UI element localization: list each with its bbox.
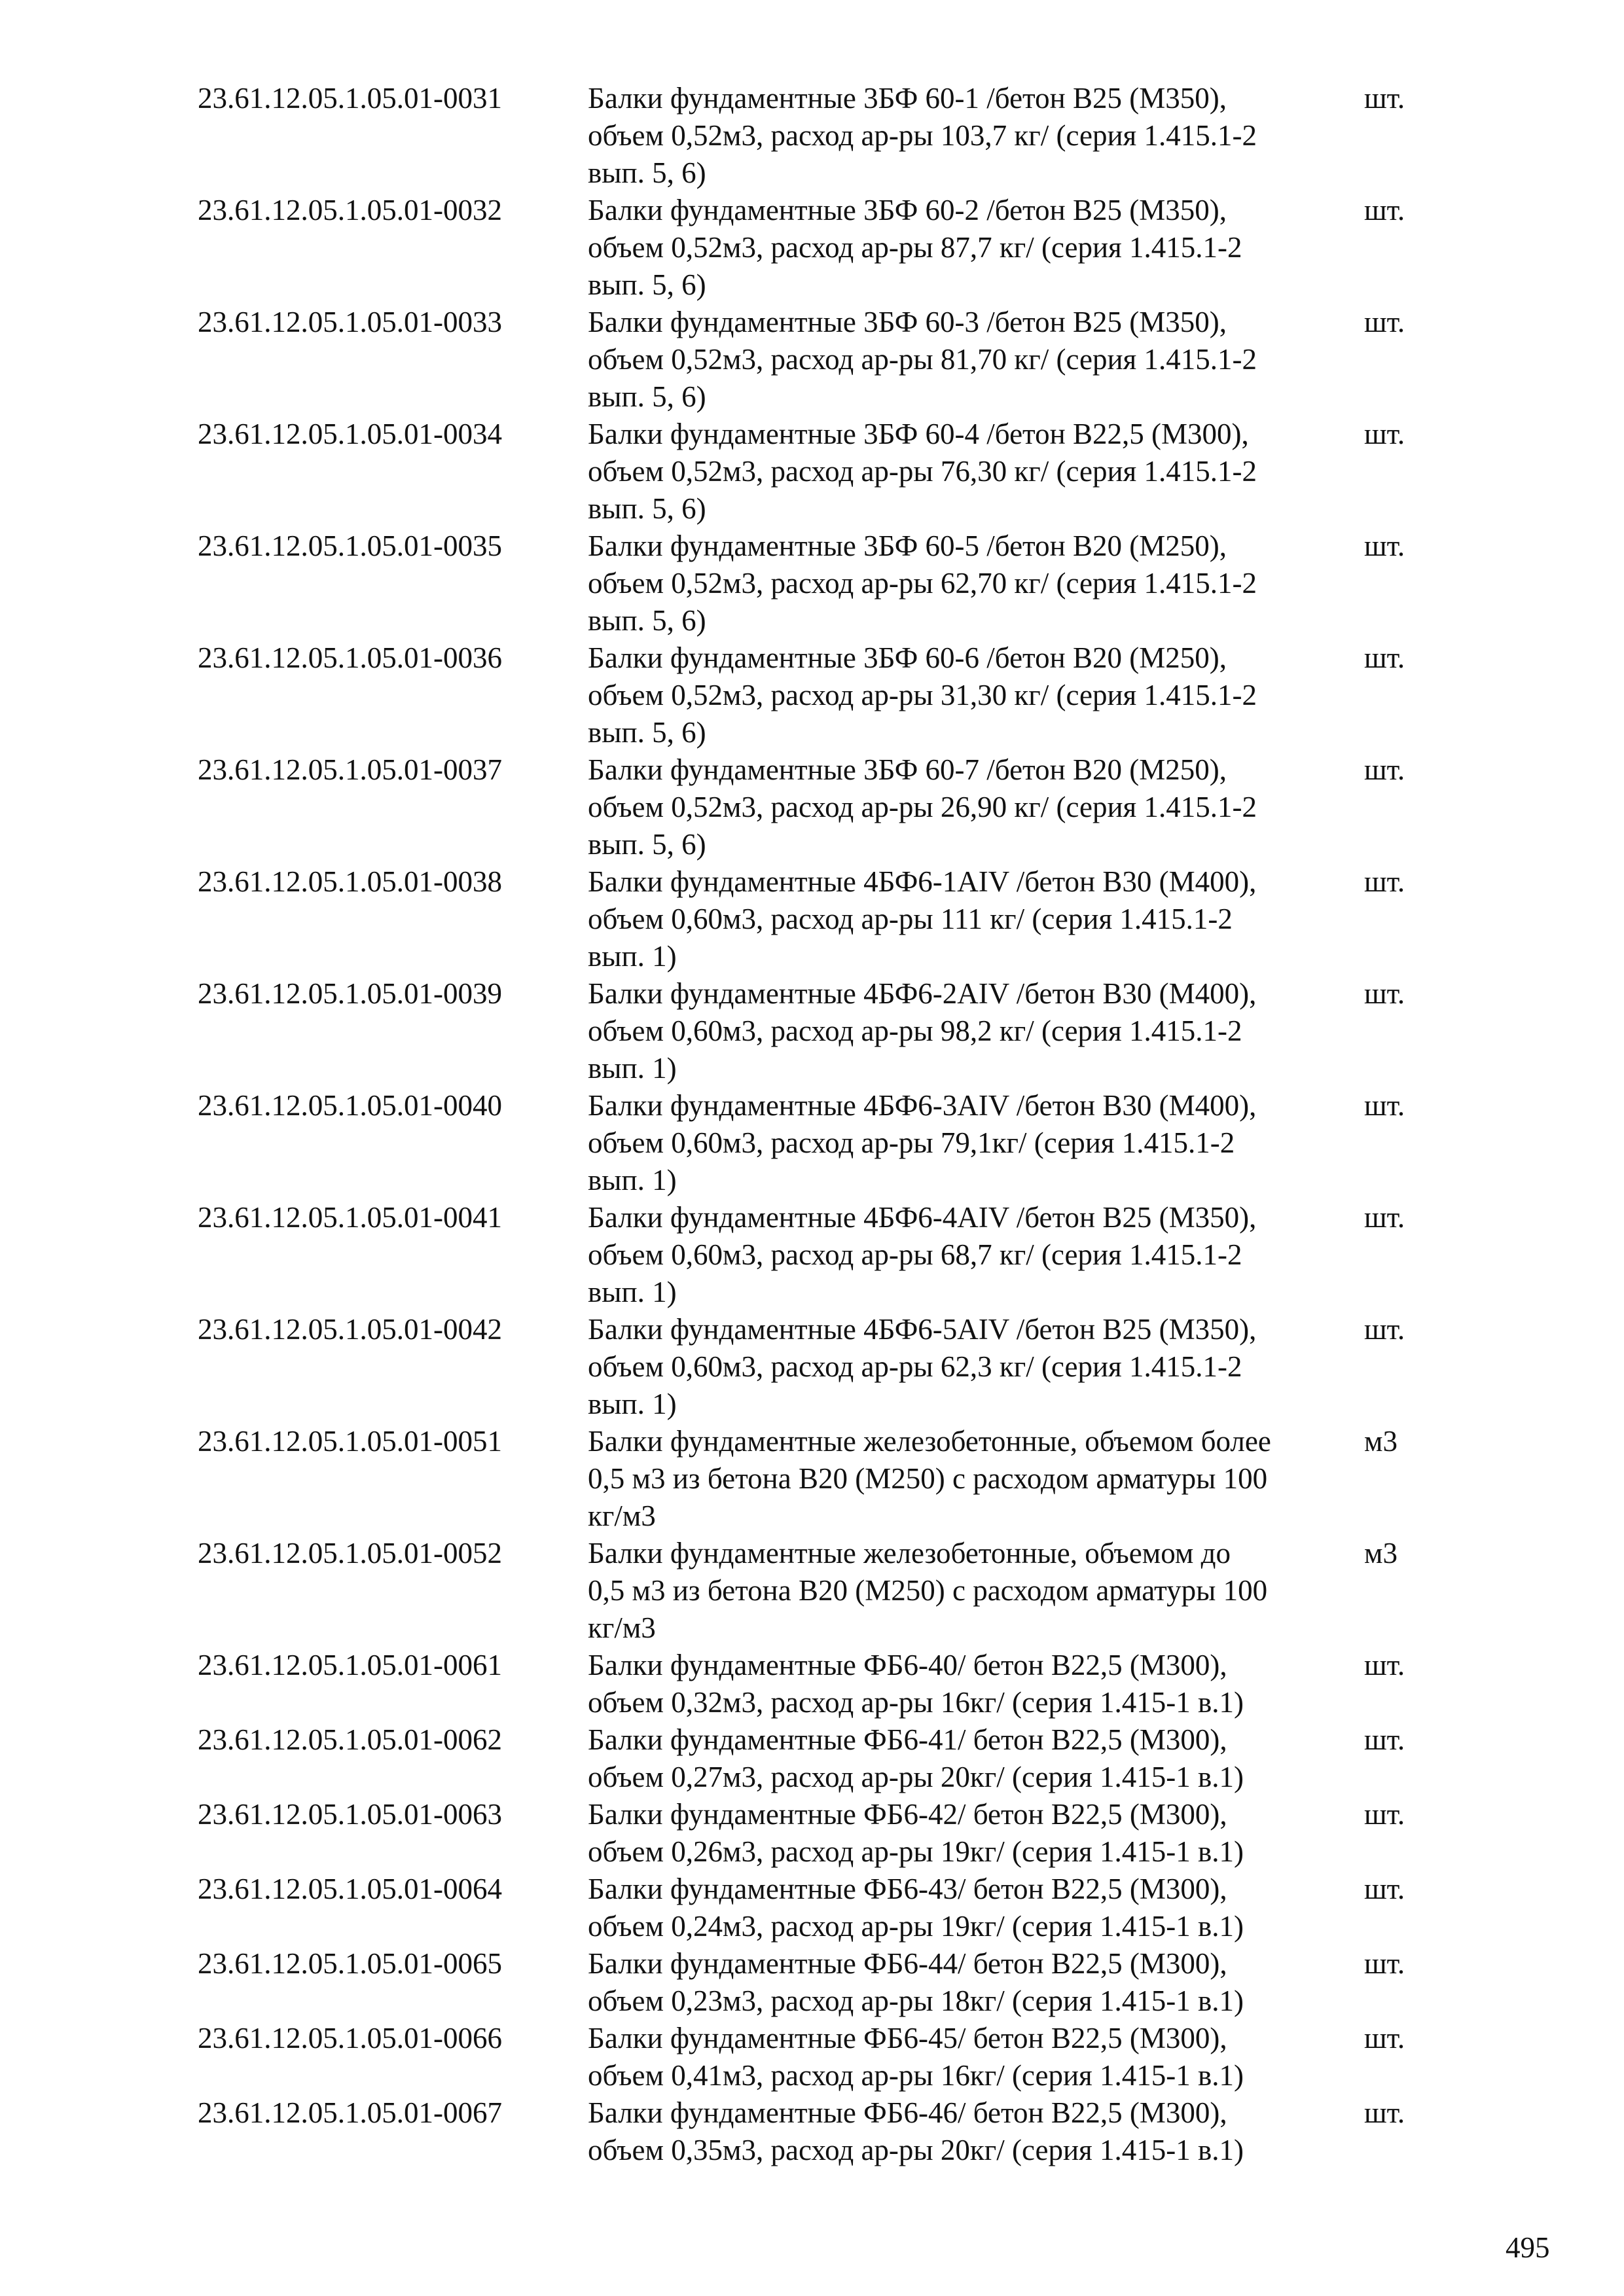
list-item: [198, 2020, 1441, 2094]
item-unit: шт.: [1364, 1723, 1405, 1756]
list-item: [198, 1721, 1441, 1796]
item-code: 23.61.12.05.1.05.01-0040: [198, 1089, 502, 1122]
item-code: 23.61.12.05.1.05.01-0035: [198, 529, 502, 562]
item-unit: шт.: [1364, 418, 1405, 450]
item-description: Балки фундаментные железобетонные, объемом до 0,5 м3 из бетона В20 (М250) с расходом арматуры 100 кг/м3: [588, 1537, 1268, 1644]
item-code: 23.61.12.05.1.05.01-0039: [198, 977, 502, 1010]
list-item: [198, 1423, 1441, 1535]
item-description: Балки фундаментные железобетонные, объемом более 0,5 м3 из бетона В20 (М250) с расходом арматуры 100 кг/м3: [588, 1425, 1271, 1532]
item-description: Балки фундаментные ФБ6-40/ бетон В22,5 (М300), объем 0,32м3, расход ар-ры 16кг/ (серия 1.415-1 в.1): [588, 1649, 1244, 1719]
catalog-list: [198, 80, 1441, 2169]
item-unit: шт.: [1364, 1313, 1405, 1346]
list-item: [198, 304, 1441, 416]
item-unit: м3: [1364, 1537, 1398, 1570]
item-code: 23.61.12.05.1.05.01-0034: [198, 418, 502, 450]
list-item: [198, 1945, 1441, 2020]
list-item: [198, 863, 1441, 975]
item-unit: шт.: [1364, 2096, 1405, 2129]
list-item: [198, 416, 1441, 528]
list-item: [198, 639, 1441, 751]
item-description: Балки фундаментные ФБ6-46/ бетон В22,5 (М300), объем 0,35м3, расход ар-ры 20кг/ (серия 1.415-1 в.1): [588, 2096, 1244, 2166]
item-code: 23.61.12.05.1.05.01-0051: [198, 1425, 502, 1458]
item-description: Балки фундаментные 3БФ 60-5 /бетон В20 (М250), объем 0,52м3, расход ар-ры 62,70 кг/ (серия 1.415.1-2 вып. 5, 6): [588, 529, 1257, 637]
item-code: 23.61.12.05.1.05.01-0038: [198, 865, 502, 898]
item-code: 23.61.12.05.1.05.01-0062: [198, 1723, 502, 1756]
item-code: 23.61.12.05.1.05.01-0041: [198, 1201, 502, 1234]
list-item: [198, 1535, 1441, 1647]
item-unit: шт.: [1364, 977, 1405, 1010]
list-item: [198, 1871, 1441, 1945]
page-number: 495: [1506, 2231, 1550, 2264]
list-item: [198, 1647, 1441, 1721]
item-description: Балки фундаментные 4БФ6-4AIV /бетон В25 (М350), объем 0,60м3, расход ар-ры 68,7 кг/ (серия 1.415.1-2 вып. 1): [588, 1201, 1257, 1308]
item-description: Балки фундаментные 3БФ 60-4 /бетон В22,5 (М300), объем 0,52м3, расход ар-ры 76,30 кг/ (серия 1.415.1-2 вып. 5, 6): [588, 418, 1257, 525]
item-description: Балки фундаментные 4БФ6-2AIV /бетон В30 (М400), объем 0,60м3, расход ар-ры 98,2 кг/ (серия 1.415.1-2 вып. 1): [588, 977, 1257, 1085]
item-code: 23.61.12.05.1.05.01-0065: [198, 1947, 502, 1980]
item-description: Балки фундаментные ФБ6-41/ бетон В22,5 (М300), объем 0,27м3, расход ар-ры 20кг/ (серия 1.415-1 в.1): [588, 1723, 1244, 1793]
item-unit: шт.: [1364, 82, 1405, 115]
item-code: 23.61.12.05.1.05.01-0037: [198, 753, 502, 786]
item-description: Балки фундаментные 3БФ 60-2 /бетон В25 (М350), объем 0,52м3, расход ар-ры 87,7 кг/ (серия 1.415.1-2 вып. 5, 6): [588, 194, 1242, 301]
list-item: [198, 1199, 1441, 1311]
item-unit: шт.: [1364, 753, 1405, 786]
list-item: [198, 1087, 1441, 1199]
list-item: [198, 975, 1441, 1087]
item-unit: шт.: [1364, 1201, 1405, 1234]
item-unit: м3: [1364, 1425, 1398, 1458]
list-item: [198, 2094, 1441, 2169]
item-code: 23.61.12.05.1.05.01-0064: [198, 1873, 502, 1905]
item-unit: шт.: [1364, 1947, 1405, 1980]
list-item: [198, 1311, 1441, 1423]
item-code: 23.61.12.05.1.05.01-0042: [198, 1313, 502, 1346]
item-description: Балки фундаментные 3БФ 60-7 /бетон В20 (М250), объем 0,52м3, расход ар-ры 26,90 кг/ (серия 1.415.1-2 вып. 5, 6): [588, 753, 1257, 861]
item-description: Балки фундаментные 4БФ6-3AIV /бетон В30 (М400), объем 0,60м3, расход ар-ры 79,1кг/ (серия 1.415.1-2 вып. 1): [588, 1089, 1257, 1196]
item-code: 23.61.12.05.1.05.01-0036: [198, 641, 502, 674]
item-unit: шт.: [1364, 1089, 1405, 1122]
item-description: Балки фундаментные ФБ6-44/ бетон В22,5 (М300), объем 0,23м3, расход ар-ры 18кг/ (серия 1.415-1 в.1): [588, 1947, 1244, 2017]
item-unit: шт.: [1364, 194, 1405, 226]
item-description: Балки фундаментные 3БФ 60-6 /бетон В20 (М250), объем 0,52м3, расход ар-ры 31,30 кг/ (серия 1.415.1-2 вып. 5, 6): [588, 641, 1257, 749]
list-item: [198, 528, 1441, 639]
item-code: 23.61.12.05.1.05.01-0033: [198, 306, 502, 338]
list-item: [198, 192, 1441, 304]
item-description: Балки фундаментные ФБ6-43/ бетон В22,5 (М300), объем 0,24м3, расход ар-ры 19кг/ (серия 1.415-1 в.1): [588, 1873, 1244, 1943]
item-unit: шт.: [1364, 1873, 1405, 1905]
item-code: 23.61.12.05.1.05.01-0067: [198, 2096, 502, 2129]
item-description: Балки фундаментные 4БФ6-5AIV /бетон В25 (М350), объем 0,60м3, расход ар-ры 62,3 кг/ (серия 1.415.1-2 вып. 1): [588, 1313, 1257, 1420]
item-code: 23.61.12.05.1.05.01-0063: [198, 1798, 502, 1831]
item-unit: шт.: [1364, 2022, 1405, 2054]
item-unit: шт.: [1364, 865, 1405, 898]
item-description: Балки фундаментные ФБ6-42/ бетон В22,5 (М300), объем 0,26м3, расход ар-ры 19кг/ (серия 1.415-1 в.1): [588, 1798, 1244, 1868]
item-unit: шт.: [1364, 1798, 1405, 1831]
item-unit: шт.: [1364, 1649, 1405, 1681]
list-item: [198, 80, 1441, 192]
item-description: Балки фундаментные 4БФ6-1AIV /бетон В30 (М400), объем 0,60м3, расход ар-ры 111 кг/ (серия 1.415.1-2 вып. 1): [588, 865, 1257, 973]
list-item: [198, 1796, 1441, 1871]
item-description: Балки фундаментные ФБ6-45/ бетон В22,5 (М300), объем 0,41м3, расход ар-ры 16кг/ (серия 1.415-1 в.1): [588, 2022, 1244, 2092]
item-code: 23.61.12.05.1.05.01-0061: [198, 1649, 502, 1681]
item-code: 23.61.12.05.1.05.01-0031: [198, 82, 502, 115]
item-code: 23.61.12.05.1.05.01-0032: [198, 194, 502, 226]
item-unit: шт.: [1364, 641, 1405, 674]
item-description: Балки фундаментные 3БФ 60-3 /бетон В25 (М350), объем 0,52м3, расход ар-ры 81,70 кг/ (серия 1.415.1-2 вып. 5, 6): [588, 306, 1257, 413]
item-code: 23.61.12.05.1.05.01-0052: [198, 1537, 502, 1570]
item-unit: шт.: [1364, 306, 1405, 338]
item-code: 23.61.12.05.1.05.01-0066: [198, 2022, 502, 2054]
list-item: [198, 751, 1441, 863]
item-unit: шт.: [1364, 529, 1405, 562]
item-description: Балки фундаментные 3БФ 60-1 /бетон В25 (М350), объем 0,52м3, расход ар-ры 103,7 кг/ (серия 1.415.1-2 вып. 5, 6): [588, 82, 1257, 189]
